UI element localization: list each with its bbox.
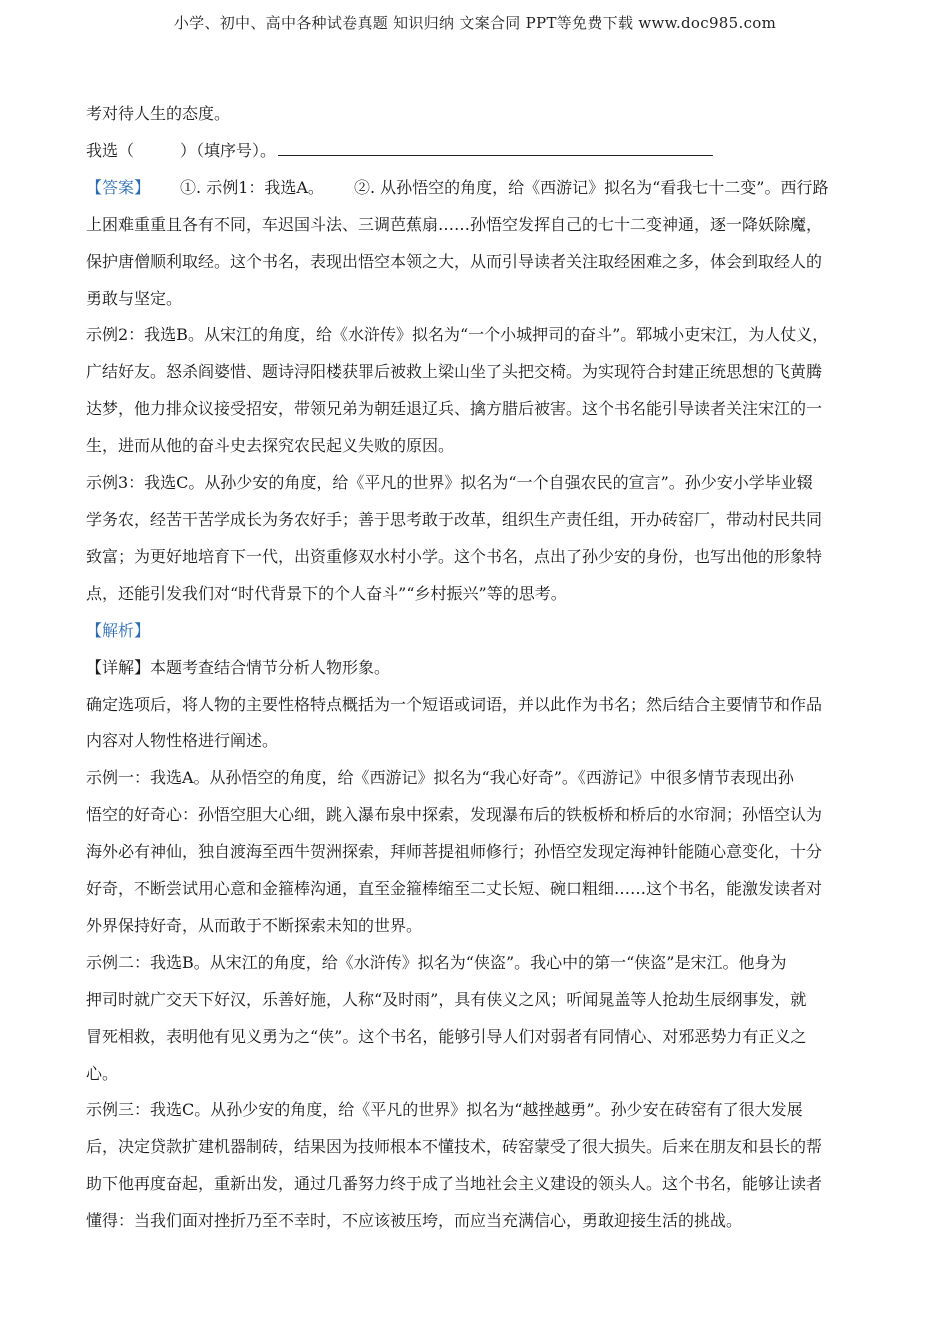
question-end-line: 考对待人生的态度。 <box>86 104 231 123</box>
analysis-line: 好奇，不断尝试用心意和金箍棒沟通，直至金箍棒缩至二丈长短、碗口粗细……这个书名，能激发读者对 <box>86 879 823 899</box>
answer-line: 点，还能引发我们对“时代背景下的个人奋斗”“乡村振兴”等的思考。 <box>86 583 567 603</box>
analysis-line: 外界保持好奇，从而敢于不断探索未知的世界。 <box>86 915 423 935</box>
answer-line: 示例3：我选C。从孙少安的角度，给《平凡的世界》拟名为“一个自强农民的宣言”。孙少安小学毕业辍 <box>86 473 813 493</box>
analysis-tag: 【解析】 <box>86 620 151 640</box>
answer-blank-line <box>278 137 713 156</box>
analysis-line: 悟空的好奇心：孙悟空胆大心细，跳入瀑布泉中探索，发现瀑布后的铁板桥和桥后的水帘洞；孙悟空认为 <box>86 805 823 825</box>
analysis-heading <box>86 613 876 650</box>
answer-line: 上困难重重且各有不同，车迟国斗法、三调芭蕉扇……孙悟空发挥自己的七十二变神通，逐一降妖除魔， <box>86 214 823 234</box>
answer-text: ①. 示例1：我选A。 <box>180 177 324 197</box>
answer-prompt-prefix: 我选（ <box>86 140 135 160</box>
answer-text: ②. 从孙悟空的角度，给《西游记》拟名为“看我七十二变”。西行路 <box>353 177 829 197</box>
answer-line: 致富；为更好地培育下一代，出资重修双水村小学。这个书名，点出了孙少安的身份，也写出他的形象特 <box>86 546 823 566</box>
answer-line: 广结好友。怒杀阎婆惜、题诗浔阳楼获罪后被救上梁山坐了头把交椅。为实现符合封建正统思想的飞黄腾 <box>86 362 823 382</box>
detail-label: 【详解】 <box>86 657 151 677</box>
answer-line: 保护唐僧顺利取经。这个书名，表现出悟空本领之大，从而引导读者关注取经困难之多，体会到取经人的 <box>86 251 823 271</box>
answer-line: 生，进而从他的奋斗史去探究农民起义失败的原因。 <box>86 436 455 456</box>
answer-line: 勇敢与坚定。 <box>86 288 183 308</box>
page-header: 小学、初中、高中各种试卷真题 知识归纳 文案合同 PPT等免费下载 www.doc985.com <box>173 14 777 32</box>
analysis-line: 押司时就广交天下好汉，乐善好施，人称“及时雨”，具有侠义之风；听闻晁盖等人抢劫生辰纲事发，就 <box>86 989 807 1009</box>
answer-line: 学务农，经苦干苦学成长为务农好手；善于思考敢于改革，组织生产责任组，开办砖窑厂，带动村民共同 <box>86 509 823 529</box>
answer-line: 达梦，他力排众议接受招安，带领兄弟为朝廷退辽兵、擒方腊后被害。这个书名能引导读者关注宋江的一 <box>86 399 823 419</box>
analysis-line: 懂得：当我们面对挫折乃至不幸时，不应该被压垮，而应当充满信心，勇敢迎接生活的挑战。 <box>86 1211 743 1231</box>
answer-prompt-suffix: ）（填序号）。 <box>180 140 277 160</box>
analysis-line <box>86 650 876 687</box>
analysis-line: 示例一：我选A。从孙悟空的角度，给《西游记》拟名为“我心好奇”。《西游记》中很多情节表现出孙 <box>86 768 794 788</box>
answer-prompt-line <box>86 133 876 170</box>
analysis-text: 本题考查结合情节分析人物形象。 <box>150 657 391 677</box>
analysis-line: 海外必有神仙，独自渡海至西牛贺洲探索，拜师菩提祖师修行；孙悟空发现定海神针能随心意变化，十分 <box>86 842 823 862</box>
analysis-line: 内容对人物性格进行阐述。 <box>86 731 279 751</box>
answer-line: 示例2：我选B。从宋江的角度，给《水浒传》拟名为“一个小城押司的奋斗”。郓城小吏宋江，为人仗义， <box>86 325 829 345</box>
analysis-line: 后，决定贷款扩建机器制砖，结果因为技师根本不懂技术，砖窑蒙受了很大损失。后来在朋友和县长的帮 <box>86 1137 823 1157</box>
answer-line <box>86 170 876 207</box>
analysis-line: 助下他再度奋起，重新出发，通过几番努力终于成了当地社会主义建设的领头人。这个书名，能够让读者 <box>86 1174 823 1194</box>
analysis-line: 示例三：我选C。从孙少安的角度，给《平凡的世界》拟名为“越挫越勇”。孙少安在砖窑有了很大发展 <box>86 1100 803 1120</box>
analysis-line: 示例二：我选B。从宋江的角度，给《水浒传》拟名为“侠盗”。我心中的第一“侠盗”是宋江。他身为 <box>86 952 787 972</box>
answer-tag: 【答案】 <box>86 177 151 197</box>
analysis-line: 确定选项后，将人物的主要性格特点概括为一个短语或词语，并以此作为书名；然后结合主要情节和作品 <box>86 694 823 714</box>
analysis-line: 冒死相救，表明他有见义勇为之“侠”。这个书名，能够引导人们对弱者有同情心、对邪恶势力有正义之 <box>86 1026 807 1046</box>
analysis-line: 心。 <box>86 1063 119 1083</box>
document-body <box>86 96 876 1240</box>
